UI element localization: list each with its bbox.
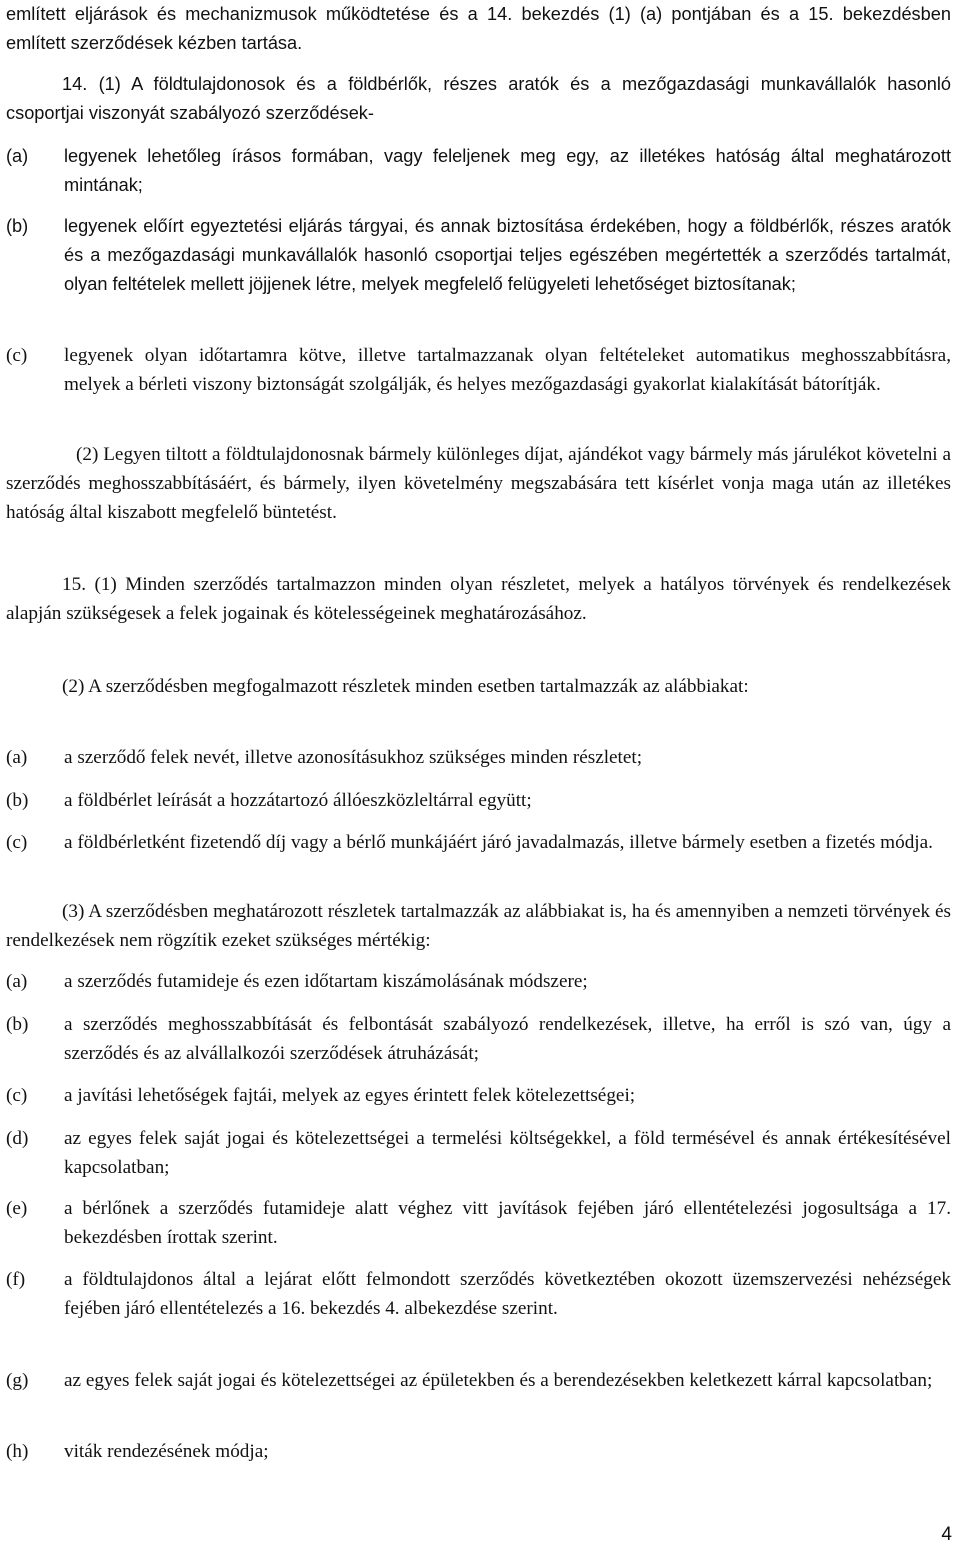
list-item-label: (c) xyxy=(6,345,28,366)
list-item-label: (a) xyxy=(6,747,28,768)
list-item-label: (e) xyxy=(6,1198,28,1219)
list-item-text: a földbérletként fizetendő díj vagy a bérlő munkájáért járó javadalmazás, illetve bármely esetben a fizetés módja. xyxy=(64,832,933,853)
list-item-label: (a) xyxy=(6,971,28,992)
list-item-label: (g) xyxy=(6,1370,29,1391)
list-item-label: (h) xyxy=(6,1441,29,1462)
list-item-text: legyenek olyan időtartamra kötve, illetve tartalmazzanak olyan feltételeket automatikus meghosszabbításra, melyek a bérleti viszony biztonságát szolgálják, és helyes mezőgazdasági gyakorlat kialakítását bátorítják. xyxy=(64,345,951,395)
section-14-paragraph-1-intro: 14. (1) A földtulajdonosok és a földbérlők, részes aratók és a mezőgazdasági munkavállalók hasonló csoportjai viszonyát szabályozó szerződések- xyxy=(6,74,951,123)
list-item-label: (c) xyxy=(6,1085,28,1106)
s15-p3-item-d xyxy=(6,1124,951,1182)
list-item-label: (b) xyxy=(6,216,29,236)
list-item-text: legyenek előírt egyeztetési eljárás tárgyai, és annak biztosítása érdekében, hogy a földbérlők, részes aratók és a mezőgazdasági munkavállalók hasonló csoportjai teljes egészében megértették a szerződés tartalmát, olyan feltételek mellett jöjjenek létre, melyek megfelelő felügyeleti lehetőséget biztosítanak; xyxy=(64,216,951,294)
s15-p3-item-a xyxy=(6,967,951,996)
s15-p3-item-b xyxy=(6,1010,951,1068)
s14-p1-item-c xyxy=(6,341,951,399)
list-item-text: az egyes felek saját jogai és kötelezettségei az épületekben és a berendezésekben keletkezett kárral kapcsolatban; xyxy=(64,1370,933,1391)
list-item-label: (f) xyxy=(6,1269,26,1290)
list-item-text: a javítási lehetőségek fajtái, melyek az egyes érintett felek kötelezettségei; xyxy=(64,1085,636,1106)
list-item-text: legyenek lehetőleg írásos formában, vagy feleljenek meg egy, az illetékes hatóság által meghatározott mintának; xyxy=(64,146,951,195)
s15-p3-item-g xyxy=(6,1366,951,1395)
section-15-paragraph-1: 15. (1) Minden szerződés tartalmazzon minden olyan részletet, melyek a hatályos törvények és rendelkezések alapján szükségesek a felek jogainak és kötelességeinek meghatározásához. xyxy=(6,574,951,624)
list-item-label: (d) xyxy=(6,1128,29,1149)
section-14-paragraph-2: (2) Legyen tiltott a földtulajdonosnak bármely különleges díjat, ajándékot vagy bármely más járulékot követelni a szerződés meghosszabbításáért, és bármely, ilyen követelmény megszabására tett kísérlet vonja maga után az illetékes hatóság által kiszabott megfelelő büntetést. xyxy=(6,444,951,523)
list-item-label: (b) xyxy=(6,1014,29,1035)
top-paragraph: említett eljárások és mechanizmusok működtetése és a 14. bekezdés (1) (a) pontjában és a 15. bekezdésben említett szerződések kézben tartása. xyxy=(6,4,951,53)
list-item-text: a földbérlet leírását a hozzátartozó állóeszközleltárral együtt; xyxy=(64,790,532,811)
list-item-text: a bérlőnek a szerződés futamideje alatt véghez vitt javítások fejében járó ellentételezési jogosultsága a 17. bekezdésben írottak szerint. xyxy=(64,1198,951,1248)
list-item-text: a szerződés meghosszabbítását és felbontását szabályozó rendelkezések, illetve, ha erről is szó van, úgy a szerződés és az alvállalkozói szerződések átruházását; xyxy=(64,1014,951,1064)
s14-p1-item-b xyxy=(6,212,951,299)
section-15-paragraph-3-intro: (3) A szerződésben meghatározott részletek tartalmazzák az alábbiakat is, ha és amennyiben a nemzeti törvények és rendelkezések nem rögzítik ezeket szükséges mértékig: xyxy=(6,901,951,951)
list-item-text: a szerződés futamideje és ezen időtartam kiszámolásának módszere; xyxy=(64,971,588,992)
list-item-text: a szerződő felek nevét, illetve azonosításukhoz szükséges minden részletet; xyxy=(64,747,643,768)
s15-p3-item-c xyxy=(6,1081,951,1110)
s15-p3-item-e xyxy=(6,1194,951,1252)
s15-p2-item-c xyxy=(6,828,951,857)
s14-p1-item-a xyxy=(6,142,951,200)
s15-p3-item-h xyxy=(6,1437,951,1466)
list-item-text: az egyes felek saját jogai és kötelezettségei a termelési költségekkel, a föld termésével és annak értékesítésével kapcsolatban; xyxy=(64,1128,951,1178)
s15-p2-item-a xyxy=(6,743,951,772)
s15-p3-item-f xyxy=(6,1265,951,1323)
list-item-label: (c) xyxy=(6,832,28,853)
list-item-label: (b) xyxy=(6,790,29,811)
list-item-text: a földtulajdonos által a lejárat előtt felmondott szerződés következtében okozott üzemszervezési nehézségek fejében járó ellentételezés a 16. bekezdés 4. albekezdése szerint. xyxy=(64,1269,951,1319)
section-15-paragraph-2-intro: (2) A szerződésben megfogalmazott részletek minden esetben tartalmazzák az alábbiakat: xyxy=(62,676,749,697)
list-item-text: viták rendezésének módja; xyxy=(64,1441,269,1462)
list-item-label: (a) xyxy=(6,146,29,166)
page-number: 4 xyxy=(941,1524,952,1545)
s15-p2-item-b xyxy=(6,786,951,815)
